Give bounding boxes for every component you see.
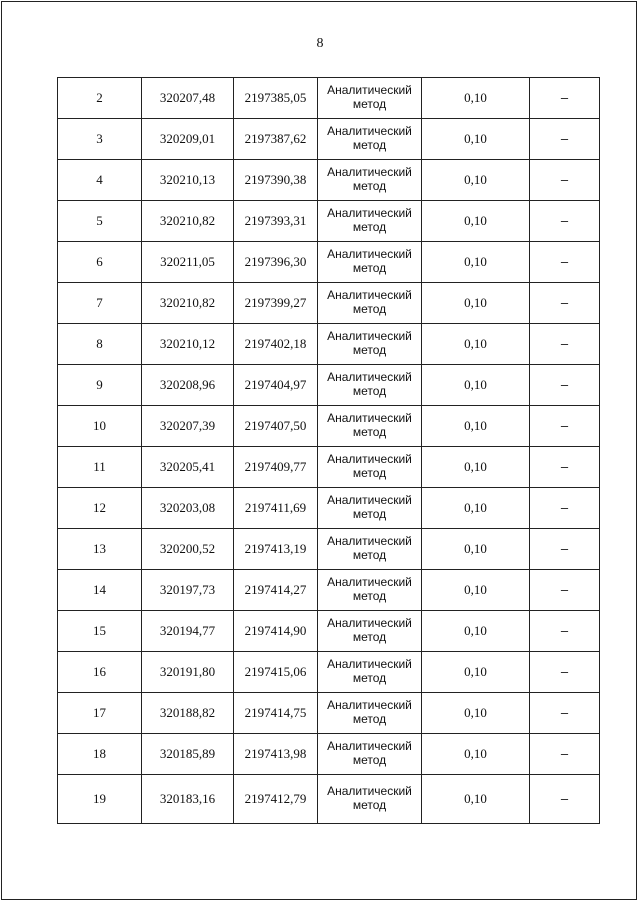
- precision-cell: 0,10: [422, 365, 530, 406]
- method-cell: [318, 775, 422, 824]
- method-label-line2: метод: [352, 179, 387, 193]
- method-label-line1: Аналитический: [327, 698, 412, 713]
- method-cell: [318, 611, 422, 652]
- precision-cell: 0,10: [422, 652, 530, 693]
- point-number-cell: 10: [58, 406, 142, 447]
- precision-cell: 0,10: [422, 78, 530, 119]
- method-label-line2: метод: [352, 589, 387, 603]
- y-coordinate-cell: 2197404,97: [234, 365, 318, 406]
- table-row: [58, 611, 600, 652]
- note-cell: –: [530, 488, 600, 529]
- method-label-line1: Аналитический: [327, 83, 412, 98]
- method-label-line2: метод: [352, 425, 387, 439]
- method-label-line2: метод: [352, 343, 387, 357]
- note-cell: –: [530, 611, 600, 652]
- method-label-line2: метод: [352, 302, 387, 316]
- note-cell: –: [530, 283, 600, 324]
- x-coordinate-cell: 320211,05: [142, 242, 234, 283]
- x-coordinate-cell: 320183,16: [142, 775, 234, 824]
- method-label-line1: Аналитический: [327, 534, 412, 549]
- note-cell: –: [530, 201, 600, 242]
- precision-cell: 0,10: [422, 324, 530, 365]
- method-label-line1: Аналитический: [327, 784, 412, 799]
- method-label-line2: метод: [352, 548, 387, 562]
- y-coordinate-cell: 2197413,19: [234, 529, 318, 570]
- note-cell: –: [530, 160, 600, 201]
- precision-cell: 0,10: [422, 160, 530, 201]
- point-number-cell: 4: [58, 160, 142, 201]
- table-row: [58, 119, 600, 160]
- point-number-cell: 5: [58, 201, 142, 242]
- note-cell: –: [530, 406, 600, 447]
- note-cell: –: [530, 119, 600, 160]
- table-row: [58, 447, 600, 488]
- point-number-cell: 9: [58, 365, 142, 406]
- x-coordinate-cell: 320209,01: [142, 119, 234, 160]
- point-number-cell: 12: [58, 488, 142, 529]
- method-label-line2: метод: [352, 97, 387, 111]
- x-coordinate-cell: 320185,89: [142, 734, 234, 775]
- method-label-line1: Аналитический: [327, 452, 412, 467]
- method-label-line2: метод: [352, 384, 387, 398]
- point-number-cell: 7: [58, 283, 142, 324]
- point-number-cell: 18: [58, 734, 142, 775]
- note-cell: –: [530, 652, 600, 693]
- y-coordinate-cell: 2197402,18: [234, 324, 318, 365]
- note-cell: –: [530, 324, 600, 365]
- method-label-line1: Аналитический: [327, 247, 412, 262]
- method-cell: [318, 693, 422, 734]
- method-cell: [318, 201, 422, 242]
- note-cell: –: [530, 775, 600, 824]
- method-label-line2: метод: [352, 466, 387, 480]
- y-coordinate-cell: 2197390,38: [234, 160, 318, 201]
- method-cell: [318, 242, 422, 283]
- x-coordinate-cell: 320205,41: [142, 447, 234, 488]
- precision-cell: 0,10: [422, 775, 530, 824]
- note-cell: –: [530, 78, 600, 119]
- precision-cell: 0,10: [422, 734, 530, 775]
- point-number-cell: 16: [58, 652, 142, 693]
- table-row: [58, 734, 600, 775]
- method-label-line2: метод: [352, 220, 387, 234]
- point-number-cell: 19: [58, 775, 142, 824]
- method-label-line2: метод: [352, 138, 387, 152]
- method-cell: [318, 447, 422, 488]
- precision-cell: 0,10: [422, 119, 530, 160]
- precision-cell: 0,10: [422, 201, 530, 242]
- x-coordinate-cell: 320207,39: [142, 406, 234, 447]
- method-label-line2: метод: [352, 753, 387, 767]
- precision-cell: 0,10: [422, 611, 530, 652]
- method-label-line1: Аналитический: [327, 657, 412, 672]
- precision-cell: 0,10: [422, 570, 530, 611]
- y-coordinate-cell: 2197414,27: [234, 570, 318, 611]
- precision-cell: 0,10: [422, 447, 530, 488]
- precision-cell: 0,10: [422, 693, 530, 734]
- y-coordinate-cell: 2197415,06: [234, 652, 318, 693]
- method-cell: [318, 324, 422, 365]
- y-coordinate-cell: 2197412,79: [234, 775, 318, 824]
- y-coordinate-cell: 2197409,77: [234, 447, 318, 488]
- method-label-line1: Аналитический: [327, 616, 412, 631]
- table-row: [58, 775, 600, 824]
- note-cell: –: [530, 570, 600, 611]
- table-row: [58, 365, 600, 406]
- point-number-cell: 14: [58, 570, 142, 611]
- table-row: [58, 78, 600, 119]
- method-label-line2: метод: [352, 630, 387, 644]
- table-row: [58, 693, 600, 734]
- y-coordinate-cell: 2197414,90: [234, 611, 318, 652]
- table-row: [58, 570, 600, 611]
- precision-cell: 0,10: [422, 488, 530, 529]
- method-cell: [318, 365, 422, 406]
- note-cell: –: [530, 365, 600, 406]
- y-coordinate-cell: 2197387,62: [234, 119, 318, 160]
- y-coordinate-cell: 2197411,69: [234, 488, 318, 529]
- y-coordinate-cell: 2197414,75: [234, 693, 318, 734]
- point-number-cell: 11: [58, 447, 142, 488]
- coordinates-table: [57, 77, 600, 824]
- table-row: [58, 242, 600, 283]
- method-label-line1: Аналитический: [327, 206, 412, 221]
- precision-cell: 0,10: [422, 406, 530, 447]
- method-cell: [318, 283, 422, 324]
- method-label-line2: метод: [352, 671, 387, 685]
- method-cell: [318, 78, 422, 119]
- y-coordinate-cell: 2197396,30: [234, 242, 318, 283]
- precision-cell: 0,10: [422, 242, 530, 283]
- x-coordinate-cell: 320210,12: [142, 324, 234, 365]
- point-number-cell: 2: [58, 78, 142, 119]
- method-cell: [318, 652, 422, 693]
- method-label-line1: Аналитический: [327, 288, 412, 303]
- method-label-line1: Аналитический: [327, 165, 412, 180]
- method-cell: [318, 529, 422, 570]
- table-body: [58, 78, 600, 824]
- x-coordinate-cell: 320191,80: [142, 652, 234, 693]
- note-cell: –: [530, 693, 600, 734]
- x-coordinate-cell: 320210,82: [142, 283, 234, 324]
- y-coordinate-cell: 2197399,27: [234, 283, 318, 324]
- method-label-line2: метод: [352, 507, 387, 521]
- method-label-line1: Аналитический: [327, 329, 412, 344]
- method-cell: [318, 160, 422, 201]
- method-label-line2: метод: [352, 712, 387, 726]
- y-coordinate-cell: 2197385,05: [234, 78, 318, 119]
- method-label-line2: метод: [352, 798, 387, 812]
- point-number-cell: 17: [58, 693, 142, 734]
- x-coordinate-cell: 320200,52: [142, 529, 234, 570]
- table-row: [58, 406, 600, 447]
- table-row: [58, 201, 600, 242]
- point-number-cell: 13: [58, 529, 142, 570]
- method-label-line1: Аналитический: [327, 411, 412, 426]
- note-cell: –: [530, 447, 600, 488]
- precision-cell: 0,10: [422, 283, 530, 324]
- method-label-line1: Аналитический: [327, 493, 412, 508]
- method-cell: [318, 488, 422, 529]
- y-coordinate-cell: 2197393,31: [234, 201, 318, 242]
- table-row: [58, 529, 600, 570]
- table-row: [58, 160, 600, 201]
- table-row: [58, 324, 600, 365]
- method-cell: [318, 570, 422, 611]
- method-label-line1: Аналитический: [327, 739, 412, 754]
- y-coordinate-cell: 2197413,98: [234, 734, 318, 775]
- method-label-line1: Аналитический: [327, 575, 412, 590]
- x-coordinate-cell: 320210,82: [142, 201, 234, 242]
- method-label-line1: Аналитический: [327, 124, 412, 139]
- method-cell: [318, 406, 422, 447]
- x-coordinate-cell: 320207,48: [142, 78, 234, 119]
- x-coordinate-cell: 320188,82: [142, 693, 234, 734]
- method-cell: [318, 119, 422, 160]
- table-row: [58, 488, 600, 529]
- note-cell: –: [530, 242, 600, 283]
- note-cell: –: [530, 529, 600, 570]
- point-number-cell: 15: [58, 611, 142, 652]
- x-coordinate-cell: 320203,08: [142, 488, 234, 529]
- x-coordinate-cell: 320194,77: [142, 611, 234, 652]
- table-row: [58, 283, 600, 324]
- method-label-line1: Аналитический: [327, 370, 412, 385]
- y-coordinate-cell: 2197407,50: [234, 406, 318, 447]
- point-number-cell: 8: [58, 324, 142, 365]
- precision-cell: 0,10: [422, 529, 530, 570]
- note-cell: –: [530, 734, 600, 775]
- method-cell: [318, 734, 422, 775]
- point-number-cell: 3: [58, 119, 142, 160]
- x-coordinate-cell: 320197,73: [142, 570, 234, 611]
- page-number: 8: [316, 36, 324, 51]
- x-coordinate-cell: 320208,96: [142, 365, 234, 406]
- x-coordinate-cell: 320210,13: [142, 160, 234, 201]
- method-label-line2: метод: [352, 261, 387, 275]
- table-row: [58, 652, 600, 693]
- point-number-cell: 6: [58, 242, 142, 283]
